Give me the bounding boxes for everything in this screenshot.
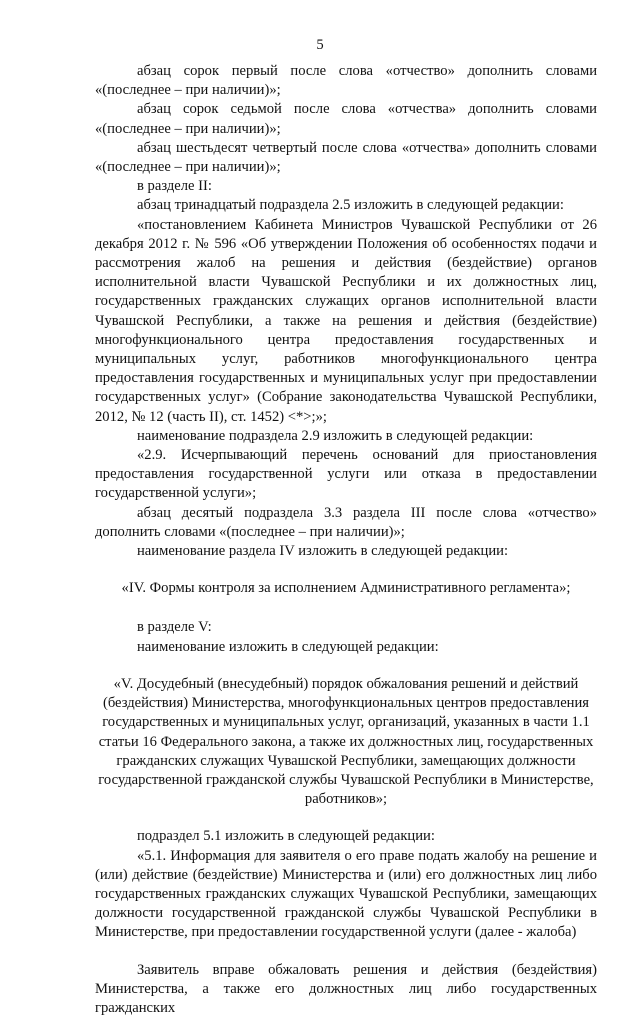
paragraph-5: абзац тринадцатый подраздела 2.5 изложить в следующей редакции:: [137, 197, 564, 214]
spacer: [95, 598, 597, 618]
paragraph-8-quote: «2.9. Исчерпывающий перечень оснований для приостановления предоставления государственной услуги или отказа в предоставлении государственной услуги»;: [95, 447, 597, 502]
spacer: [95, 657, 597, 675]
paragraph-10: наименование раздела IV изложить в следующей редакции:: [137, 543, 509, 560]
spacer: [95, 943, 597, 961]
paragraph-13: наименование изложить в следующей редакции:: [137, 638, 439, 655]
paragraph-2: абзац сорок седьмой после слова «отчества» дополнить словами «(последнее – при наличии)»;: [95, 101, 597, 137]
paragraph-6-quote: «постановлением Кабинета Министров Чувашской Республики от 26 декабря 2012 г. № 596 «Об утверждении Положения об особенностях подачи и рассмотрения жалоб на решения и действия (бездействие) органов исполнительной власти Чувашской Республики и их должностных лиц, государственных гражданских служащих органов исполнительной власти Чувашской Республики, а также на решения и действия (бездействие) многофункционального центра предоставления государственных и муниципальных услуг, работников многофункционального центра предоставления государственных и муниципальных услуг при предоставлении государственных услуг» (Собрание законодательства Чувашской Республики, 2012, № 12 (часть II), ст. 1452) <*>;»;: [95, 216, 597, 425]
document-body: [95, 62, 597, 1018]
paragraph-17: Заявитель вправе обжаловать решения и действия (бездействия) Министерства, а также его должностных лиц либо государственных гражданских: [95, 961, 597, 1016]
paragraph-7: наименование подраздела 2.9 изложить в следующей редакции:: [137, 427, 534, 444]
page-number: 5: [316, 37, 324, 53]
paragraph-4: в разделе II:: [137, 178, 212, 195]
paragraph-12: в разделе V:: [137, 619, 212, 636]
spacer: [95, 809, 597, 827]
paragraph-9: абзац десятый подраздела 3.3 раздела III после слова «отчество» дополнить словами «(последнее – при наличии)»;: [95, 504, 597, 540]
paragraph-1: абзац сорок первый после слова «отчество» дополнить словами «(последнее – при наличии)»;: [95, 63, 597, 99]
spacer: [95, 561, 597, 579]
paragraph-16-quote: «5.1. Информация для заявителя о его праве подать жалобу на решение и (или) действие (бездействие) Министерства и (или) его должностных лиц либо государственных гражданских служащих Чувашской Республики, замещающих должности государственной гражданской службы Чувашской Республики в Министерстве, при предоставлении государственной услуги (далее - жалоба): [95, 847, 597, 941]
paragraph-15: подраздел 5.1 изложить в следующей редакции:: [137, 828, 435, 845]
section-iv-title: «IV. Формы контроля за исполнением Административного регламента»;: [121, 580, 571, 597]
paragraph-3: абзац шестьдесят четвертый после слова «отчества» дополнить словами «(последнее – при наличии)»;: [95, 139, 597, 176]
section-v-title: «V. Досудебный (внесудебный) порядок обжалования решений и действий (бездействия) Министерства, многофункциональных центров предоставления государственных и муниципальных услуг, организаций, указанных в части 1.1 статьи 16 Федерального закона, а также их должностных лиц, государственных гражданских служащих Чувашской Республики, замещающих должности государственной гражданской службы Чувашской Республики в Министерстве, работников»;: [98, 675, 594, 808]
